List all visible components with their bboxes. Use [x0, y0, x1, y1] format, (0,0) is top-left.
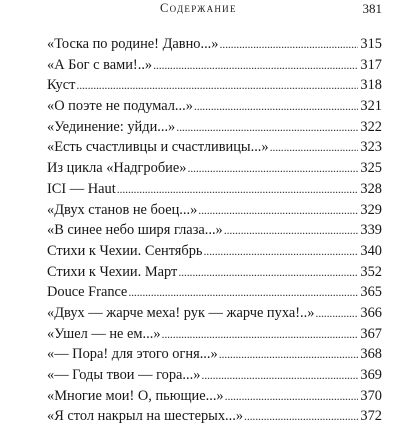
- toc-entry: [47, 365, 382, 386]
- toc-entry-page: 365: [360, 284, 382, 301]
- toc-entry: [47, 406, 382, 427]
- toc-entry: [47, 179, 382, 200]
- toc-entry-title: Из цикла «Надгробие»: [47, 160, 187, 177]
- dot-leader: [178, 262, 358, 283]
- toc-entry-title: «— Годы твои — гора...»: [47, 367, 201, 383]
- toc-entry-page: 322: [360, 118, 382, 135]
- toc-entry: [47, 200, 382, 221]
- toc-entry-title: «Двух — жарче меха! рук — жарче пуха!..»: [47, 304, 315, 321]
- toc-entry-page: 323: [360, 139, 382, 156]
- toc-entry-page: 321: [360, 98, 382, 115]
- toc-entry: [47, 344, 382, 365]
- toc-entry-title: «Двух станов не боец...»: [47, 201, 198, 218]
- toc-entry-title: Стихи к Чехии. Сентябрь: [47, 242, 203, 259]
- toc-entry-page: 368: [360, 346, 382, 363]
- toc-entry-page: 367: [360, 325, 382, 342]
- toc-entry-page: 369: [360, 367, 382, 383]
- toc-entry-page: 340: [360, 242, 382, 259]
- running-title: Содержание: [160, 1, 237, 15]
- table-of-contents: [47, 34, 382, 427]
- toc-entry-page: 372: [360, 408, 382, 425]
- dot-leader: [198, 200, 358, 221]
- toc-entry-title: «Тоска по родине! Давно...»: [47, 36, 219, 52]
- toc-entry-title: Стихи к Чехии. Март: [47, 263, 178, 280]
- dot-leader: [76, 75, 358, 96]
- toc-entry: [47, 75, 382, 96]
- toc-entry-title: «В синее небо ширя глаза...»: [47, 222, 223, 239]
- toc-entry-title: «Есть счастливцы и счастливицы...»: [47, 139, 269, 156]
- dot-leader: [270, 137, 359, 158]
- dot-leader: [194, 96, 359, 117]
- toc-entry: [47, 137, 382, 158]
- toc-entry-page: 329: [360, 201, 382, 218]
- toc-entry: [47, 262, 382, 283]
- toc-entry-title: «Ушел — не ем...»: [47, 325, 161, 342]
- dot-leader: [244, 406, 358, 427]
- dot-leader: [162, 324, 359, 345]
- toc-entry-title: «— Пора! для этого огня...»: [47, 346, 218, 363]
- toc-entry-title: «А Бог с вами!..»: [47, 56, 153, 73]
- toc-entry: [47, 117, 382, 138]
- toc-entry-page: 366: [360, 304, 382, 321]
- page-number: 381: [362, 1, 382, 16]
- toc-entry: [47, 96, 382, 117]
- dot-leader: [176, 117, 358, 138]
- toc-entry-page: 317: [360, 56, 382, 73]
- toc-entry: [47, 55, 382, 76]
- toc-entry-title: «Я стол накрыл на шестерых...»: [47, 408, 244, 425]
- dot-leader: [224, 220, 359, 241]
- toc-entry-title: Douce France: [47, 284, 128, 301]
- toc-entry-page: 352: [360, 263, 382, 280]
- toc-entry-page: 315: [360, 36, 382, 52]
- toc-entry: [47, 282, 382, 303]
- dot-leader: [128, 282, 358, 303]
- toc-entry-title: ICI — Haut: [47, 180, 116, 197]
- toc-entry: [47, 324, 382, 345]
- toc-entry-title: «О поэте не подумал...»: [47, 98, 193, 115]
- running-head: [50, 0, 382, 18]
- toc-entry: [47, 241, 382, 262]
- toc-entry: [47, 158, 382, 179]
- toc-entry: [47, 303, 382, 324]
- dot-leader: [187, 158, 358, 179]
- dot-leader: [117, 179, 359, 200]
- toc-entry-page: 339: [360, 222, 382, 239]
- toc-entry: [47, 34, 382, 55]
- toc-entry-page: 318: [360, 77, 382, 94]
- toc-entry-title: «Многие мои! О, пьющие...»: [47, 387, 224, 404]
- toc-entry: [47, 386, 382, 407]
- dot-leader: [204, 241, 359, 262]
- toc-entry: [47, 220, 382, 241]
- toc-entry-page: 370: [360, 387, 382, 404]
- dot-leader: [219, 344, 359, 365]
- toc-entry-page: 325: [360, 160, 382, 177]
- dot-leader: [201, 365, 358, 386]
- toc-entry-title: «Уединение: уйди...»: [47, 118, 176, 135]
- toc-entry-title: Куст: [47, 77, 76, 94]
- dot-leader: [219, 34, 358, 55]
- dot-leader: [225, 386, 359, 407]
- dot-leader: [315, 303, 358, 324]
- dot-leader: [153, 55, 358, 76]
- toc-entry-page: 328: [360, 180, 382, 197]
